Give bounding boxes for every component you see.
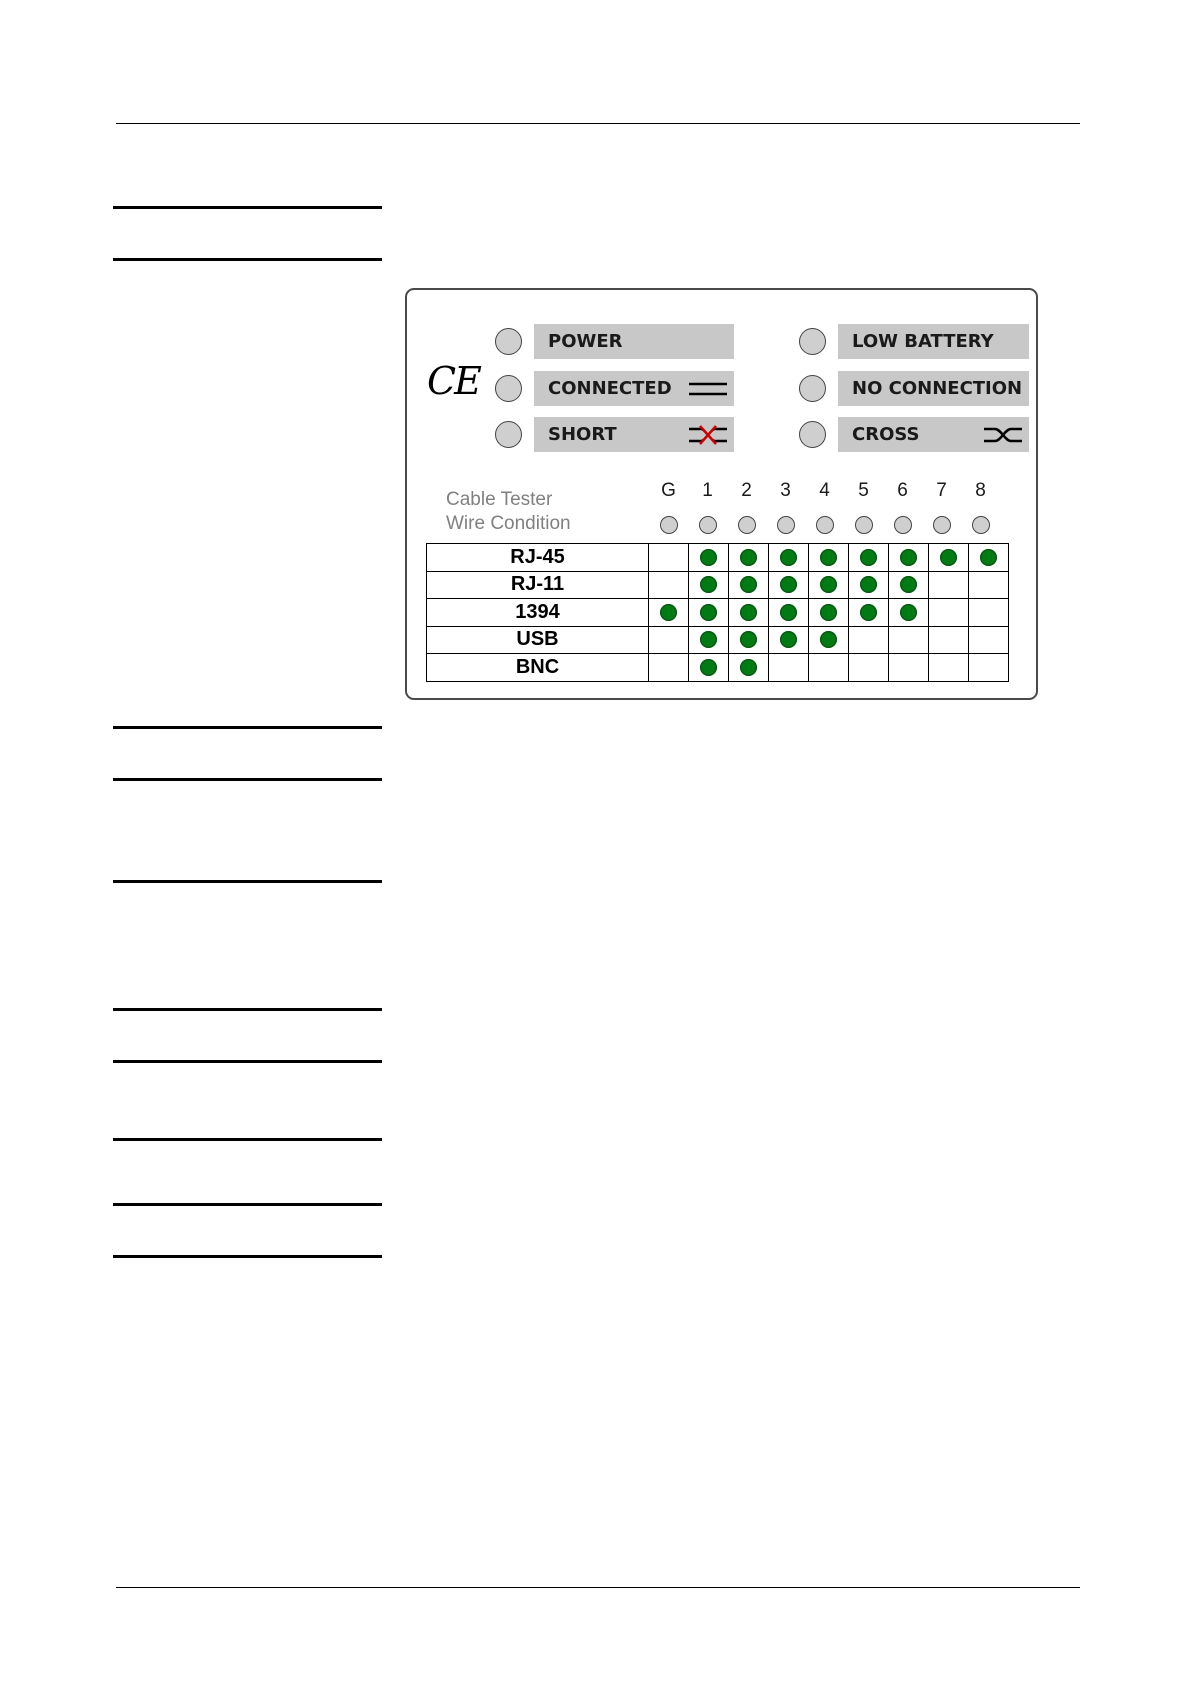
header-rule — [116, 123, 1080, 124]
pin-lit-dot — [780, 549, 797, 566]
pin-cell — [769, 571, 809, 599]
section-separator — [113, 1138, 382, 1141]
pin-label: 5 — [858, 480, 869, 501]
pin-cell — [969, 626, 1009, 654]
pin-status-led — [972, 516, 990, 534]
pin-lit-dot — [860, 604, 877, 621]
pin-status-led — [933, 516, 951, 534]
pin-cell — [649, 626, 689, 654]
pin-cell — [809, 544, 849, 572]
pin-status-led — [855, 516, 873, 534]
ce-mark: CE — [427, 359, 480, 403]
pin-cell — [769, 654, 809, 682]
no-connection-led — [799, 375, 826, 402]
section-separator — [113, 1060, 382, 1063]
pin-label: 2 — [741, 480, 752, 501]
pin-cell — [809, 599, 849, 627]
indicator-label: POWER — [548, 331, 623, 352]
pin-label: 8 — [975, 480, 986, 501]
pin-lit-dot — [820, 576, 837, 593]
connected-led — [495, 375, 522, 402]
power-label-box — [534, 324, 734, 359]
indicator-label: SHORT — [548, 424, 617, 445]
connected-label-box — [534, 371, 734, 406]
pin-cell — [729, 544, 769, 572]
cable-type-name: BNC — [427, 654, 649, 682]
pin-cell — [649, 571, 689, 599]
cable-type-name: 1394 — [427, 599, 649, 627]
pin-status-led — [894, 516, 912, 534]
caption-line: Cable Tester — [446, 489, 553, 510]
cable-type-name: RJ-45 — [427, 544, 649, 572]
pin-cell — [689, 626, 729, 654]
cable-type-name: RJ-11 — [427, 571, 649, 599]
indicator-label: NO CONNECTION — [852, 378, 1023, 399]
pin-cell — [809, 571, 849, 599]
pin-lit-dot — [740, 659, 757, 676]
section-separator — [113, 726, 382, 729]
pin-lit-dot — [940, 549, 957, 566]
pin-lit-dot — [980, 549, 997, 566]
pin-lit-dot — [820, 604, 837, 621]
pin-label: 6 — [897, 480, 908, 501]
pin-cell — [729, 654, 769, 682]
pin-cell — [969, 654, 1009, 682]
short-label-box — [534, 417, 734, 452]
cable-row — [427, 599, 1009, 627]
cable-tester-panel — [405, 288, 1038, 700]
pin-lit-dot — [900, 604, 917, 621]
cable-row — [427, 571, 1009, 599]
pin-lit-dot — [740, 576, 757, 593]
pin-cell — [729, 571, 769, 599]
short-led — [495, 421, 522, 448]
cable-pin-table — [426, 543, 1009, 682]
pin-cell — [809, 626, 849, 654]
pin-lit-dot — [780, 576, 797, 593]
indicator-label: LOW BATTERY — [852, 331, 994, 352]
pin-lit-dot — [700, 549, 717, 566]
low-battery-label-box — [838, 324, 1029, 359]
pin-lit-dot — [700, 659, 717, 676]
cross-led — [799, 421, 826, 448]
pin-label: 3 — [780, 480, 791, 501]
cable-row — [427, 654, 1009, 682]
footer-rule — [116, 1587, 1080, 1588]
low-battery-led — [799, 328, 826, 355]
pin-lit-dot — [700, 604, 717, 621]
section-separator — [113, 258, 382, 261]
pin-lit-dot — [860, 576, 877, 593]
cross-label-box — [838, 417, 1029, 452]
pin-cell — [849, 544, 889, 572]
pin-lit-dot — [900, 549, 917, 566]
pin-cell — [889, 571, 929, 599]
pin-lit-dot — [900, 576, 917, 593]
pin-status-led — [816, 516, 834, 534]
pin-cell — [649, 599, 689, 627]
pin-cell — [689, 544, 729, 572]
pin-label: 4 — [819, 480, 830, 501]
crossover-icon — [983, 424, 1023, 446]
section-separator — [113, 1255, 382, 1258]
pin-cell — [849, 626, 889, 654]
caption-line: Wire Condition — [446, 513, 571, 534]
pin-cell — [889, 654, 929, 682]
cable-row — [427, 544, 1009, 572]
no-connection-label-box — [838, 371, 1029, 406]
pin-lit-dot — [660, 604, 677, 621]
pin-lit-dot — [820, 631, 837, 648]
pin-lit-dot — [780, 604, 797, 621]
pin-status-led — [738, 516, 756, 534]
pin-cell — [769, 599, 809, 627]
section-separator — [113, 880, 382, 883]
section-separator — [113, 206, 382, 209]
cable-type-name: USB — [427, 626, 649, 654]
pin-cell — [849, 599, 889, 627]
pin-cell — [689, 654, 729, 682]
short-cross-icon — [688, 424, 728, 446]
pin-cell — [889, 544, 929, 572]
pin-cell — [929, 571, 969, 599]
pin-lit-dot — [820, 549, 837, 566]
section-separator — [113, 778, 382, 781]
pin-lit-dot — [740, 631, 757, 648]
pin-status-led — [699, 516, 717, 534]
section-separator — [113, 1008, 382, 1011]
pin-cell — [729, 599, 769, 627]
pin-cell — [849, 654, 889, 682]
pin-lit-dot — [780, 631, 797, 648]
pin-cell — [929, 544, 969, 572]
pin-cell — [769, 544, 809, 572]
pin-cell — [969, 599, 1009, 627]
pin-cell — [689, 571, 729, 599]
pin-cell — [769, 626, 809, 654]
indicator-label: CROSS — [852, 424, 920, 445]
pin-cell — [889, 599, 929, 627]
section-separator — [113, 1203, 382, 1206]
pin-status-led — [777, 516, 795, 534]
pin-cell — [929, 654, 969, 682]
tester-caption — [446, 488, 571, 536]
pin-cell — [729, 626, 769, 654]
power-led — [495, 328, 522, 355]
pin-label: 7 — [936, 480, 947, 501]
pin-cell — [969, 571, 1009, 599]
pin-cell — [849, 571, 889, 599]
indicator-label: CONNECTED — [548, 378, 672, 399]
pin-label: G — [661, 480, 676, 501]
pin-lit-dot — [700, 576, 717, 593]
pin-cell — [969, 544, 1009, 572]
pin-lit-dot — [860, 549, 877, 566]
pin-label: 1 — [702, 480, 713, 501]
pin-cell — [889, 626, 929, 654]
pin-cell — [649, 654, 689, 682]
pin-lit-dot — [740, 549, 757, 566]
pin-lit-dot — [740, 604, 757, 621]
pin-cell — [689, 599, 729, 627]
pin-cell — [809, 654, 849, 682]
pin-status-led — [660, 516, 678, 534]
cable-row — [427, 626, 1009, 654]
pin-cell — [649, 544, 689, 572]
pin-lit-dot — [700, 631, 717, 648]
pin-cell — [929, 599, 969, 627]
parallel-lines-icon — [688, 379, 728, 399]
pin-cell — [929, 626, 969, 654]
